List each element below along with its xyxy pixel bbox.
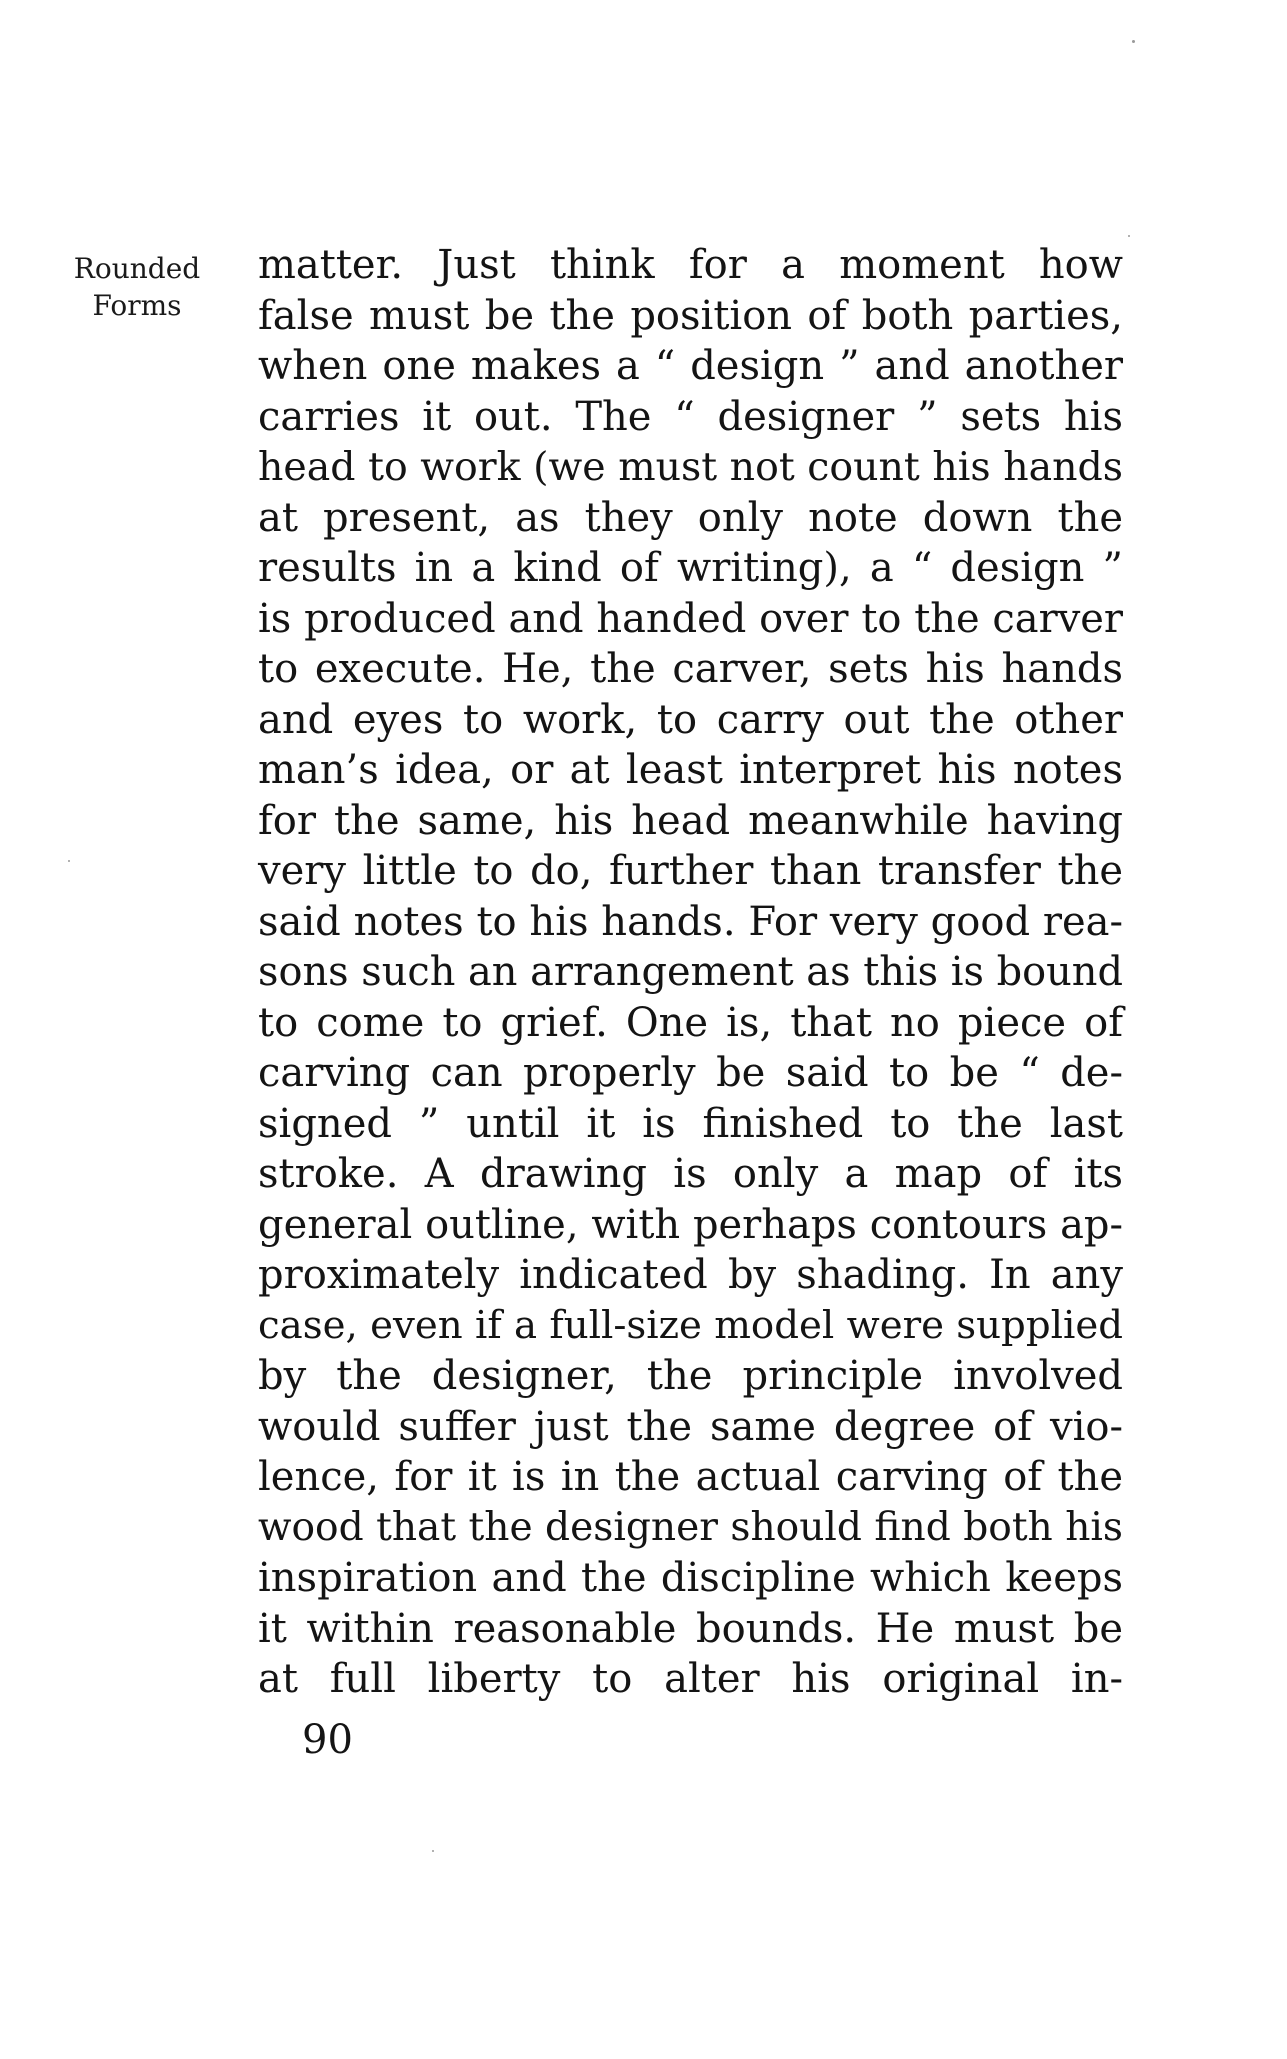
text-line: and eyes to work, to carry out the other (258, 696, 1123, 743)
text-line: stroke. A drawing is only a map of its (258, 1151, 1123, 1197)
text-line: signed ” until it is finished to the last (258, 1100, 1123, 1147)
text-line: would suffer just the same degree of vio- (258, 1403, 1123, 1450)
paper-speck (1128, 235, 1130, 237)
text-line: to execute. He, the carver, sets his hands (258, 646, 1123, 692)
text-line: when one makes a “ design ” and another (258, 343, 1123, 389)
text-line: case, even if a full-size model were supplied (258, 1302, 1123, 1348)
margin-note (62, 250, 212, 324)
text-line: head to work (we must not count his hands (258, 444, 1123, 490)
text-line: it within reasonable bounds. He must be (258, 1605, 1123, 1652)
text-line: general outline, with perhaps contours ap- (258, 1201, 1123, 1248)
text-line: results in a kind of writing), a “ design ” (258, 545, 1123, 591)
margin-note-line: Forms (92, 289, 182, 322)
paper-speck (1132, 40, 1135, 43)
text-line: inspiration and the discipline which keeps (258, 1555, 1123, 1601)
text-line: matter. Just think for a moment how (258, 242, 1123, 288)
text-line: lence, for it is in the actual carving of the (258, 1454, 1123, 1500)
text-line: carries it out. The “ designer ” sets his (258, 393, 1123, 440)
text-line: by the designer, the principle involved (258, 1353, 1123, 1399)
body-text (258, 240, 1123, 1705)
text-line: at present, as they only note down the (258, 494, 1123, 541)
margin-note-line: Rounded (73, 252, 201, 285)
text-line: sons such an arrangement as this is bound (258, 949, 1123, 995)
page-number: 90 (302, 1717, 353, 1763)
text-line: to come to grief. One is, that no piece of (258, 999, 1123, 1046)
text-line: said notes to his hands. For very good rea- (258, 898, 1123, 945)
text-line: is produced and handed over to the carver (258, 595, 1123, 642)
text-line: for the same, his head meanwhile having (258, 797, 1123, 844)
text-line: very little to do, further than transfer the (258, 848, 1123, 894)
paper-speck (68, 860, 70, 862)
text-line: false must be the position of both parties, (258, 292, 1123, 339)
text-line: proximately indicated by shading. In any (258, 1252, 1123, 1298)
text-line: at full liberty to alter his original in- (258, 1656, 1123, 1702)
text-line: man’s idea, or at least interpret his notes (258, 747, 1123, 793)
text-line: wood that the designer should find both his (258, 1504, 1123, 1550)
text-line: carving can properly be said to be “ de- (258, 1050, 1123, 1096)
paper-speck (432, 1850, 434, 1852)
